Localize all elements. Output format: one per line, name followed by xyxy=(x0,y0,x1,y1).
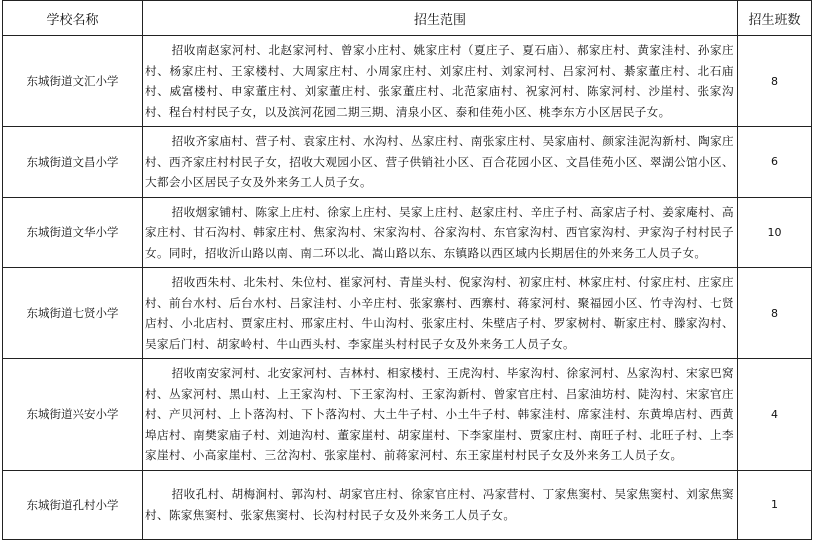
enrollment-scope xyxy=(143,268,738,359)
class-count: 8 xyxy=(738,268,812,359)
enrollment-scope xyxy=(143,197,738,268)
header-row xyxy=(3,1,812,36)
school-name: 东城街道文昌小学 xyxy=(3,127,143,198)
scope-text: 招收烟家铺村、陈家上庄村、徐家上庄村、吴家上庄村、赵家庄村、辛庄子村、高家店子村、姜家庵村、高家庄村、甘石沟村、韩家庄村、焦家沟村、宋家沟村、谷家沟村、东官家沟村、西官家沟村、尹家沟子村村民子女。同时，招收沂山路以南、南二环以北、嵩山路以东、东镇路以西区域内长期居住的外来务工人员子女。 xyxy=(145,204,734,260)
class-count: 4 xyxy=(738,359,812,471)
table-row xyxy=(3,470,812,539)
enrollment-table xyxy=(2,0,812,540)
table-row xyxy=(3,268,812,359)
enrollment-scope xyxy=(143,36,738,127)
scope-text: 招收孔村、胡梅涧村、郭沟村、胡家官庄村、徐家官庄村、冯家营村、丁家焦窦村、吴家焦窦村、刘家焦窦村、陈家焦窦村、张家焦窦村、长沟村村民子女及外来务工人员子女。 xyxy=(145,487,734,522)
table-row xyxy=(3,127,812,198)
table-row xyxy=(3,197,812,268)
class-count: 6 xyxy=(738,127,812,198)
class-count: 10 xyxy=(738,197,812,268)
scope-text: 招收南安家河村、北安家河村、吉林村、相家楼村、王虎沟村、毕家沟村、徐家河村、丛家沟村、宋家巴窝村、丛家河村、黑山村、上王家沟村、下王家沟村、王家沟新村、曾家官庄村、吕家油坊村、陡沟村、宋家官庄村、产贝河村、上卜落沟村、下卜落沟村、大土牛子村、小土牛子村、韩家洼村、席家洼村、东黄埠店村、西黄埠店村、南樊家庙子村、刘迪沟村、董家崖村、胡家崖村、下李家崖村、贾家庄村、南旺子村、北旺子村、上李家崖村、小高家崖村、三岔沟村、张家崖村、前蒋家河村、东王家崖村村民子女及外来务工人员子女。 xyxy=(145,366,734,462)
scope-text: 招收南赵家河村、北赵家河村、曾家小庄村、姚家庄村（夏庄子、夏石庙）、郝家庄村、黄家洼村、孙家庄村、杨家庄村、王家楼村、大周家庄村、小周家庄村、刘家庄村、刘家河村、吕家河村、綦家董庄村、北石庙村、威富楼村、申家董庄村、刘家董庄村、张家董庄村、北范家庙村、祝家河村、陈家河村、沙崖村、张家沟村、程台村村民子女，以及滨河花园二期三期、清泉小区、泰和佳苑小区、桃李东方小区居民子女。 xyxy=(145,43,734,119)
school-name: 东城街道文汇小学 xyxy=(3,36,143,127)
header-scope: 招生范围 xyxy=(143,1,738,36)
header-classes: 招生班数 xyxy=(738,1,812,36)
school-name: 东城街道孔村小学 xyxy=(3,470,143,539)
school-name: 东城街道兴安小学 xyxy=(3,359,143,471)
enrollment-scope xyxy=(143,470,738,539)
table-row xyxy=(3,359,812,471)
enrollment-scope xyxy=(143,359,738,471)
school-name: 东城街道七贤小学 xyxy=(3,268,143,359)
header-school: 学校名称 xyxy=(3,1,143,36)
class-count: 8 xyxy=(738,36,812,127)
school-name: 东城街道文华小学 xyxy=(3,197,143,268)
table-row xyxy=(3,36,812,127)
scope-text: 招收齐家庙村、营子村、袁家庄村、水沟村、丛家庄村、南张家庄村、吴家庙村、颜家洼泥沟新村、陶家庄村、西齐家庄村村民子女，招收大观园小区、营子供销社小区、百合花园小区、文昌佳苑小区、翠湖公馆小区、大都会小区居民子女及外来务工人员子女。 xyxy=(145,134,734,189)
enrollment-scope xyxy=(143,127,738,198)
class-count: 1 xyxy=(738,470,812,539)
scope-text: 招收西朱村、北朱村、朱位村、崔家河村、青崖头村、倪家沟村、初家庄村、林家庄村、付家庄村、庄家庄村、前台水村、后台水村、吕家洼村、小辛庄村、张家寨村、西寨村、蒋家河村、聚福园小区、竹寺沟村、七贤店村、小北店村、贾家庄村、邢家庄村、牛山沟村、张家庄村、朱壁店子村、罗家树村、靳家庄村、滕家沟村、吴家后门村、胡家岭村、牛山西头村、李家崖头村村民子女及外来务工人员子女。 xyxy=(145,275,734,351)
